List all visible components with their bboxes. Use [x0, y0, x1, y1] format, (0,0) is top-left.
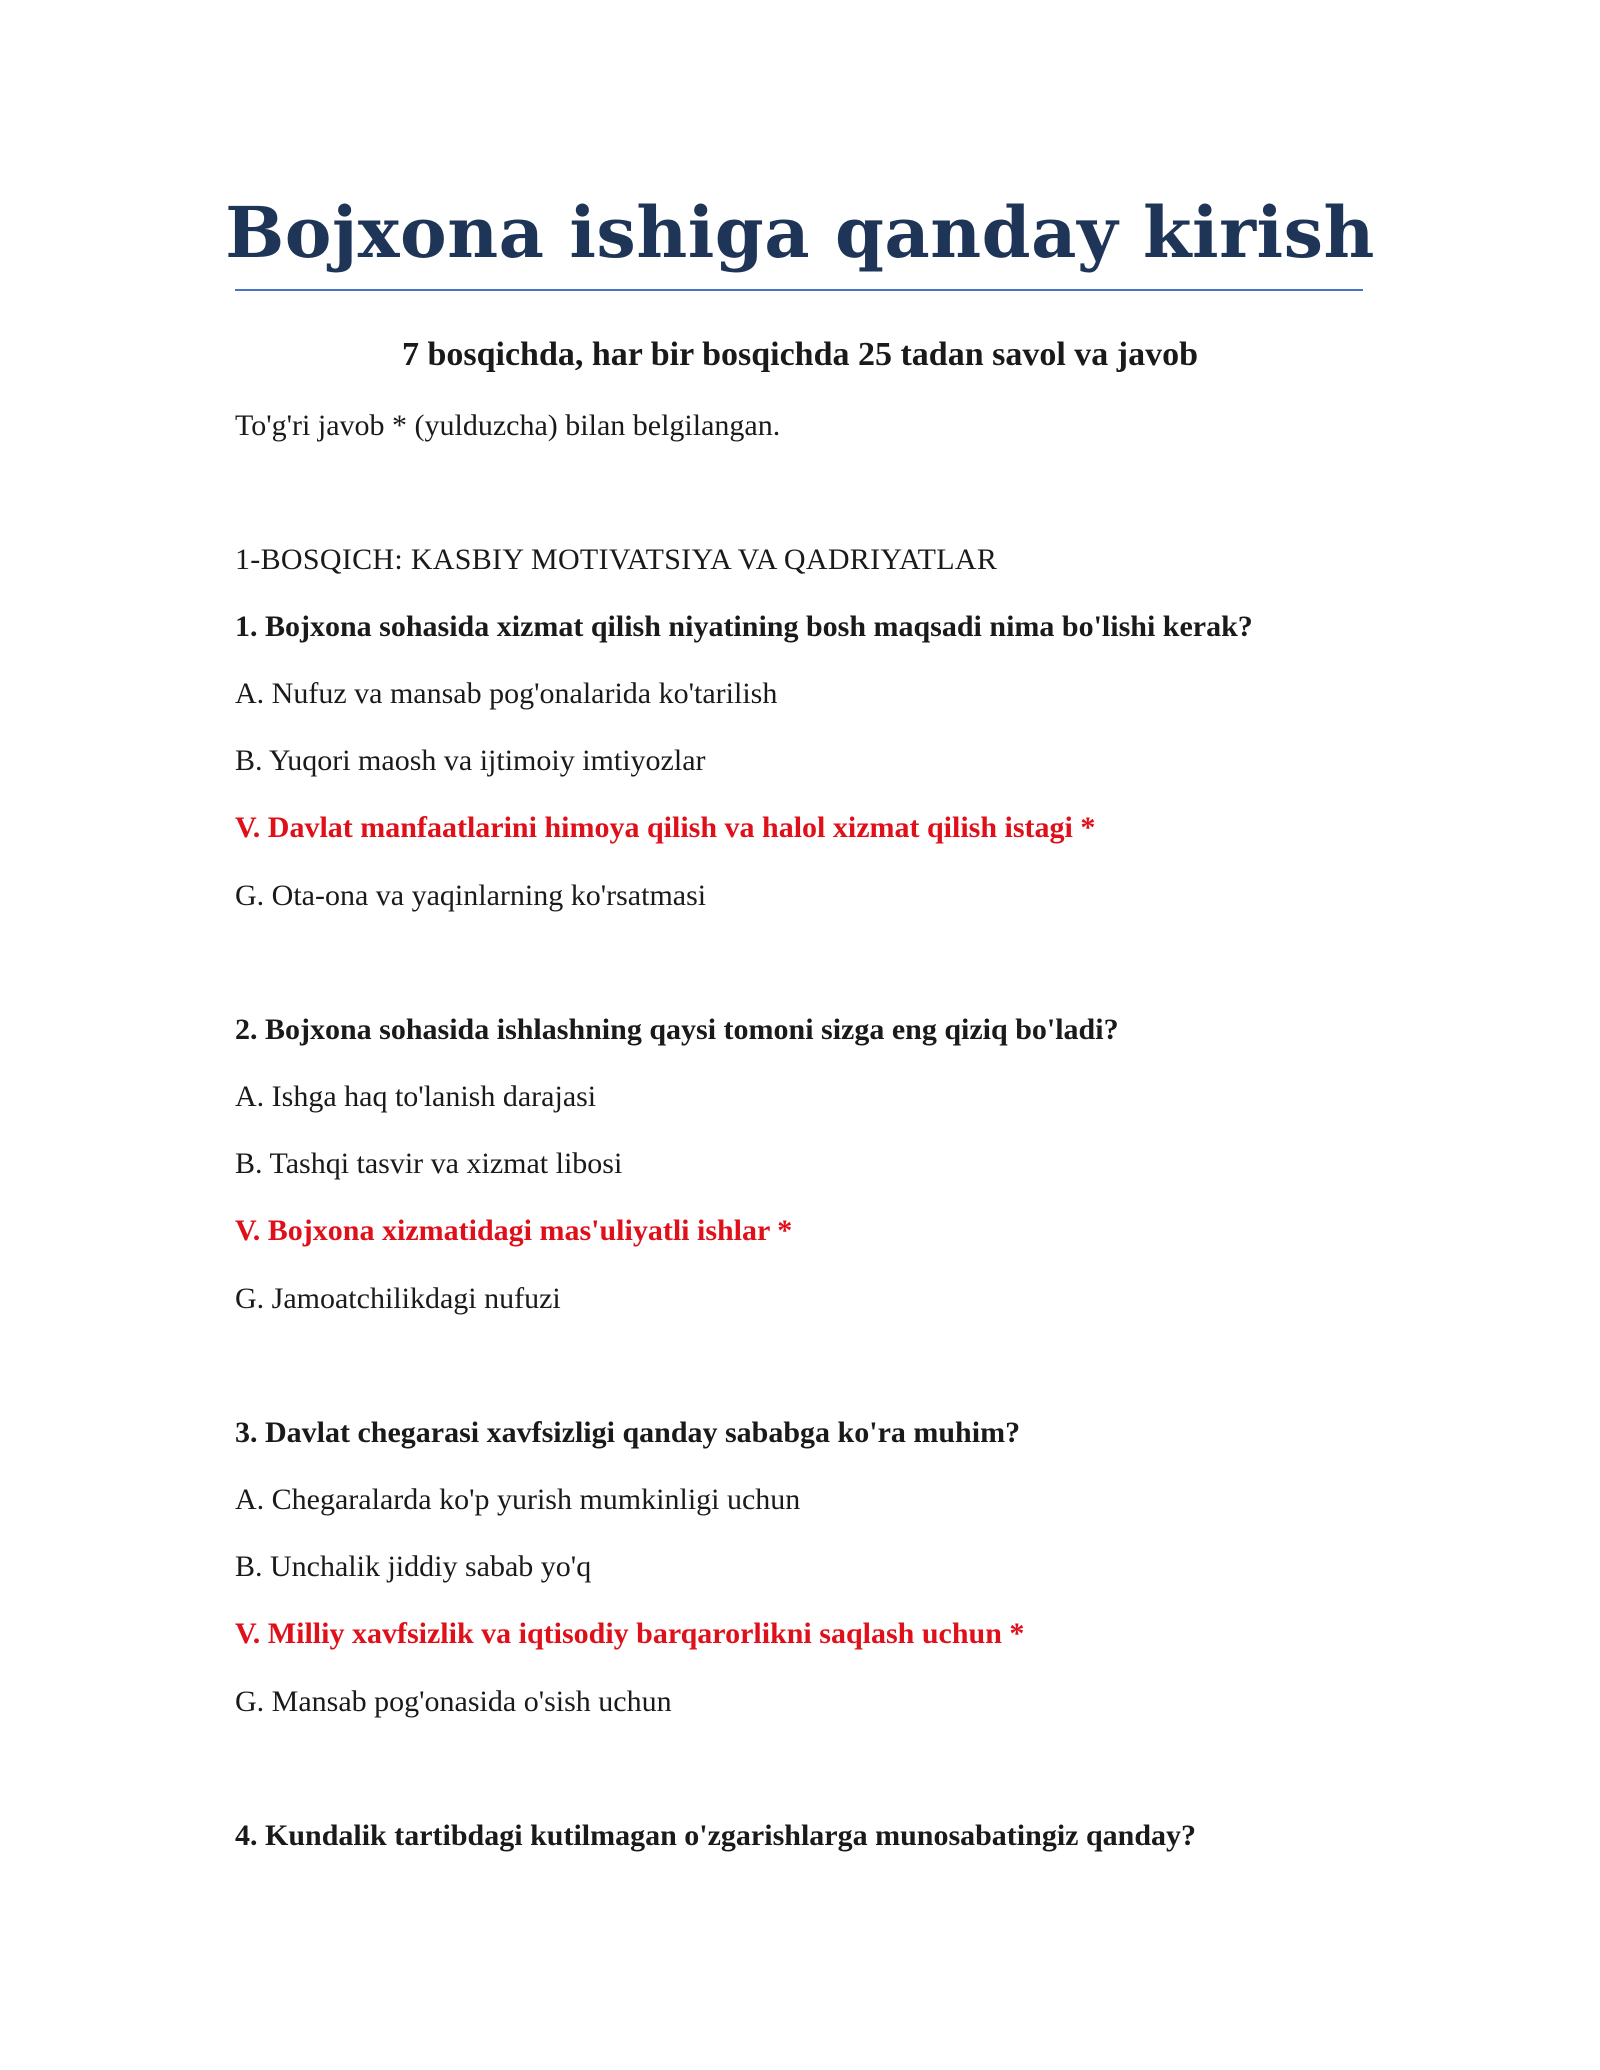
question-2-option-v-correct: V. Bojxona xizmatidagi mas'uliyatli ishlar *: [235, 1214, 793, 1247]
question-3-option-b: B. Unchalik jiddiy sabab yo'q: [235, 1550, 592, 1583]
question-1-option-a: A. Nufuz va mansab pog'onalarida ko'tarilish: [235, 677, 778, 710]
question-1-option-g: G. Ota-ona va yaqinlarning ko'rsatmasi: [235, 879, 707, 912]
question-3-option-v-correct: V. Milliy xavfsizlik va iqtisodiy barqarorlikni saqlash uchun *: [235, 1617, 1025, 1650]
question-3-option-g: G. Mansab pog'onasida o'sish uchun: [235, 1685, 672, 1718]
page-subtitle: 7 bosqichda, har bir bosqichda 25 tadan savol va javob: [401, 336, 1199, 373]
question-2-option-g: G. Jamoatchilikdagi nufuzi: [235, 1282, 561, 1315]
question-2: 2. Bojxona sohasida ishlashning qaysi tomoni sizga eng qiziq bo'ladi?: [235, 1013, 1119, 1046]
title-underline: [235, 289, 1363, 291]
question-4: 4. Kundalik tartibdagi kutilmagan o'zgarishlarga munosabatingiz qanday?: [235, 1819, 1197, 1852]
question-3-option-a: A. Chegaralarda ko'p yurish mumkinligi uchun: [235, 1483, 801, 1516]
question-1-option-b: B. Yuqori maosh va ijtimoiy imtiyozlar: [235, 744, 706, 777]
question-1: 1. Bojxona sohasida xizmat qilish niyatining bosh maqsadi nima bo'lishi kerak?: [235, 610, 1253, 643]
question-2-option-a: A. Ishga haq to'lanish darajasi: [235, 1080, 597, 1113]
question-1-option-v-correct: V. Davlat manfaatlarini himoya qilish va halol xizmat qilish istagi *: [235, 811, 1096, 844]
answer-key-note: To'g'ri javob * (yulduzcha) bilan belgilangan.: [235, 409, 781, 442]
section-heading: 1-BOSQICH: KASBIY MOTIVATSIYA VA QADRIYATLAR: [235, 543, 998, 576]
question-2-option-b: B. Tashqi tasvir va xizmat libosi: [235, 1147, 623, 1180]
question-3: 3. Davlat chegarasi xavfsizligi qanday sababga ko'ra muhim?: [235, 1416, 1021, 1449]
page-title: Bojxona ishiga qanday kirish: [225, 191, 1375, 274]
